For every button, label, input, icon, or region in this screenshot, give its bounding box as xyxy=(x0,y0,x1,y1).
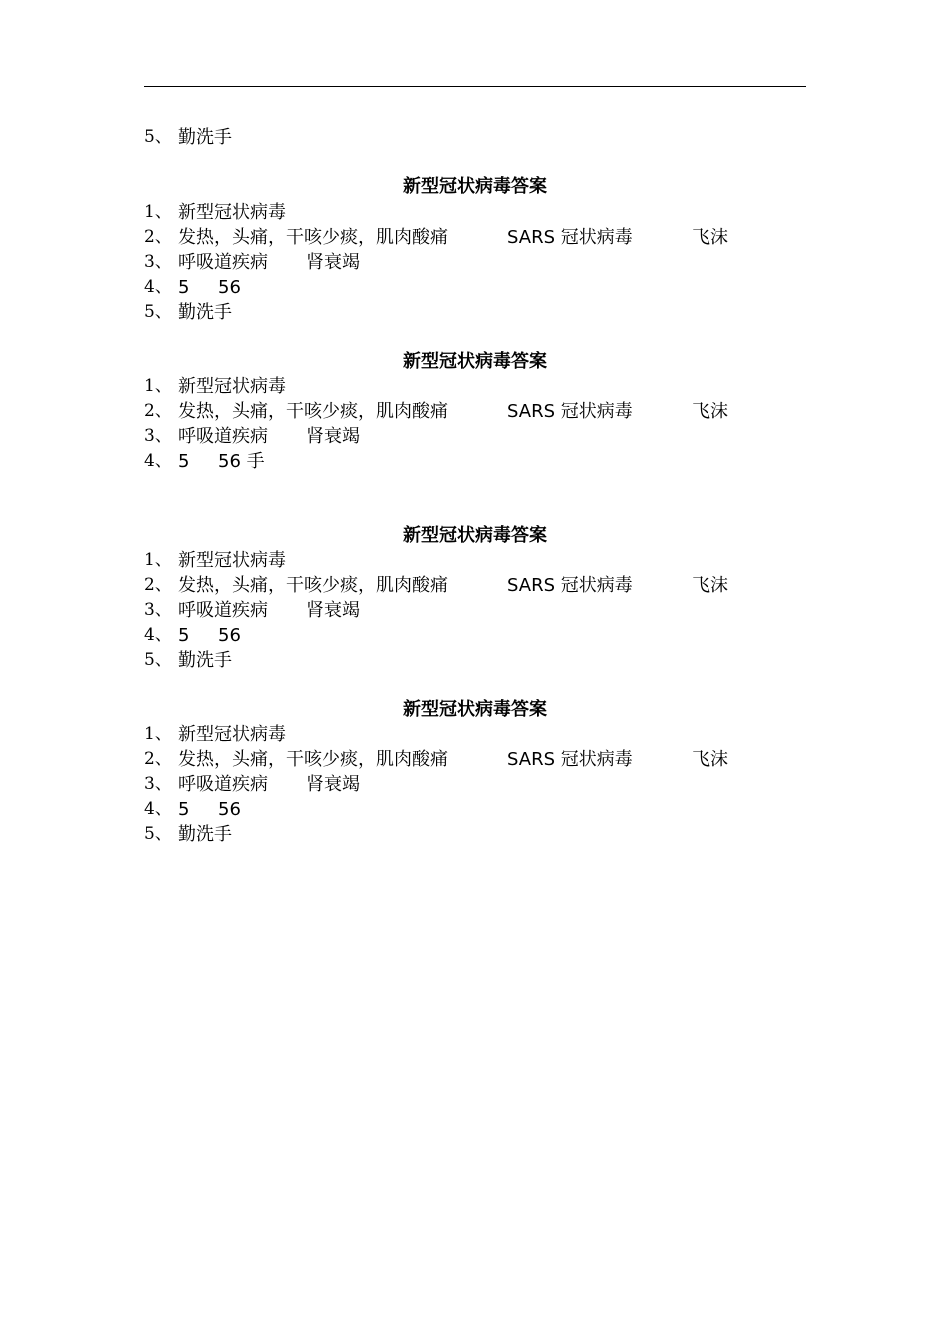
item-number: 2、 xyxy=(144,227,172,247)
item-text: 5 xyxy=(178,799,190,820)
item-text: 勤洗手 xyxy=(178,127,232,148)
item-text: 勤洗手 xyxy=(178,650,232,671)
item-text: 新型冠状病毒 xyxy=(178,202,286,223)
item-number: 2、 xyxy=(144,749,172,769)
item-number: 4、 xyxy=(144,799,172,819)
item-text: 56 xyxy=(218,799,241,820)
item-text: SARS 冠状病毒 xyxy=(507,227,633,248)
item-text: 勤洗手 xyxy=(178,824,232,845)
item-number: 1、 xyxy=(144,550,172,570)
item-number: 1、 xyxy=(144,202,172,222)
item-number: 5、 xyxy=(144,127,172,147)
item-number: 4、 xyxy=(144,625,172,645)
item-text: 新型冠状病毒 xyxy=(178,550,286,571)
item-text: 呼吸道疾病 xyxy=(178,426,268,447)
item-text: 呼吸道疾病 xyxy=(178,252,268,273)
item-text: 5 xyxy=(178,451,190,472)
item-text: SARS 冠状病毒 xyxy=(507,749,633,770)
item-number: 5、 xyxy=(144,650,172,670)
item-number: 2、 xyxy=(144,575,172,595)
item-text: 5 xyxy=(178,625,190,646)
item-number: 3、 xyxy=(144,774,172,794)
item-number: 4、 xyxy=(144,451,172,471)
item-number: 3、 xyxy=(144,426,172,446)
item-number: 1、 xyxy=(144,724,172,744)
item-number: 5、 xyxy=(144,824,172,844)
item-text: 发热，头痛，干咳少痰，肌肉酸痛 xyxy=(178,749,448,770)
header-rule xyxy=(144,86,806,87)
section-title: 新型冠状病毒答案 xyxy=(403,525,547,546)
item-number: 1、 xyxy=(144,376,172,396)
item-text: 56 手 xyxy=(218,451,265,472)
item-text: 发热，头痛，干咳少痰，肌肉酸痛 xyxy=(178,575,448,596)
item-number: 3、 xyxy=(144,600,172,620)
item-number: 3、 xyxy=(144,252,172,272)
item-text: 呼吸道疾病 xyxy=(178,600,268,621)
item-text: 肾衰竭 xyxy=(306,426,360,447)
item-number: 5、 xyxy=(144,302,172,322)
item-text: 5 xyxy=(178,277,190,298)
item-text: 新型冠状病毒 xyxy=(178,724,286,745)
section-title: 新型冠状病毒答案 xyxy=(403,699,547,720)
item-text: 肾衰竭 xyxy=(306,252,360,273)
item-text: 肾衰竭 xyxy=(306,774,360,795)
item-text: 勤洗手 xyxy=(178,302,232,323)
item-text: 飞沫 xyxy=(692,401,728,422)
item-number: 4、 xyxy=(144,277,172,297)
item-text: 新型冠状病毒 xyxy=(178,376,286,397)
item-text: 56 xyxy=(218,277,241,298)
item-text: 肾衰竭 xyxy=(306,600,360,621)
section-title: 新型冠状病毒答案 xyxy=(403,351,547,372)
item-text: SARS 冠状病毒 xyxy=(507,401,633,422)
item-text: 56 xyxy=(218,625,241,646)
item-text: 飞沫 xyxy=(692,227,728,248)
item-text: SARS 冠状病毒 xyxy=(507,575,633,596)
item-text: 发热，头痛，干咳少痰，肌肉酸痛 xyxy=(178,401,448,422)
item-text: 飞沫 xyxy=(692,749,728,770)
item-text: 发热，头痛，干咳少痰，肌肉酸痛 xyxy=(178,227,448,248)
item-text: 呼吸道疾病 xyxy=(178,774,268,795)
item-text: 飞沫 xyxy=(692,575,728,596)
item-number: 2、 xyxy=(144,401,172,421)
section-title: 新型冠状病毒答案 xyxy=(403,176,547,197)
